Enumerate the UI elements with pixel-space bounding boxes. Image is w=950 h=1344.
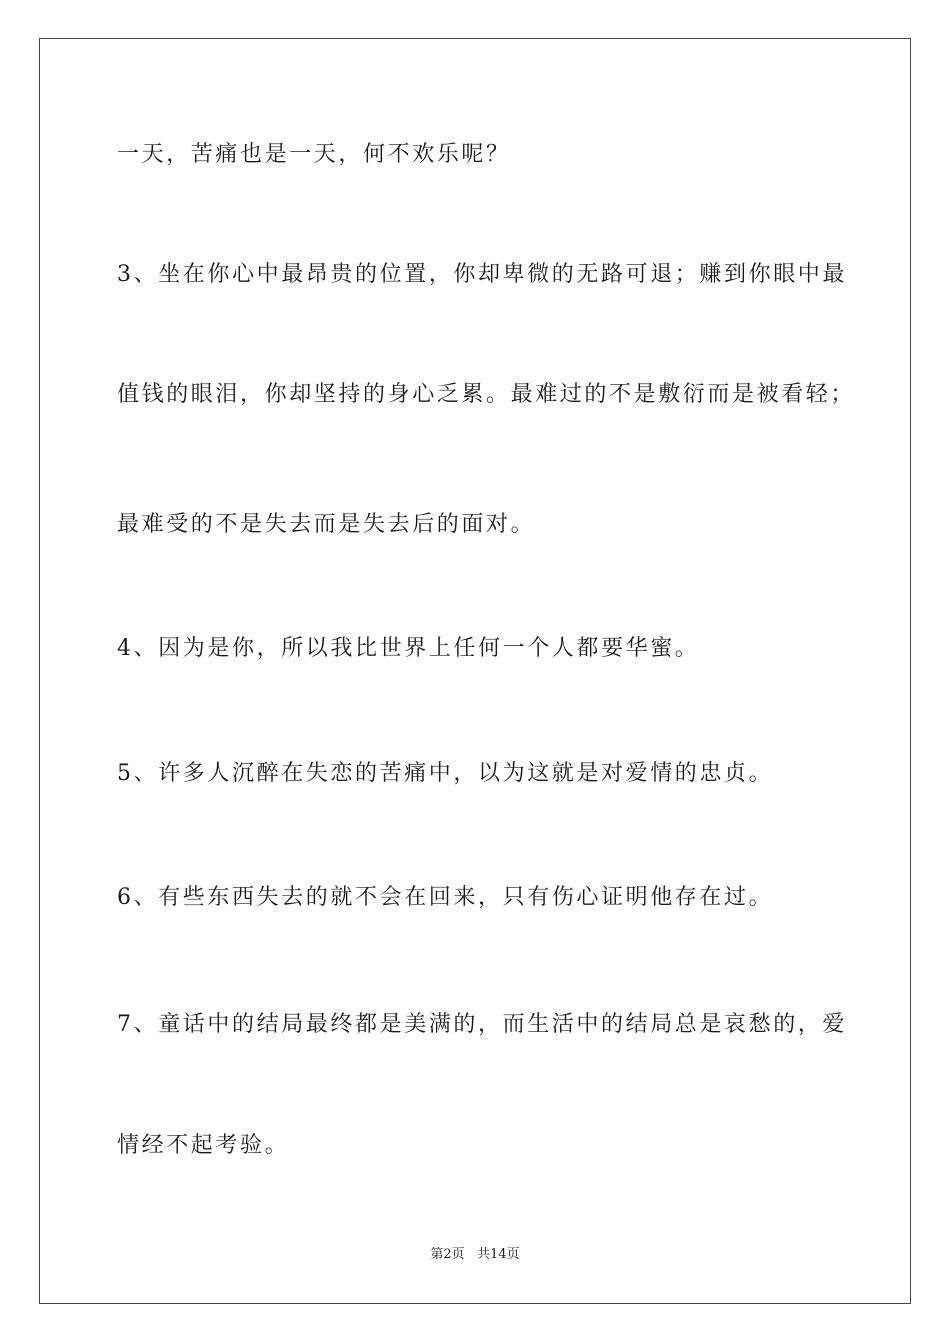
text-line-4: 最难受的不是失去而是失去后的面对。 — [117, 512, 536, 537]
page-border — [39, 38, 911, 1304]
page-number-footer: 第2页 共14页 — [430, 1247, 520, 1262]
text-line-1: 一天，苦痛也是一天，何不欢乐呢？ — [117, 142, 511, 167]
text-line-9: 情经不起考验。 — [117, 1133, 290, 1158]
text-line-6: 5、许多人沉醉在失恋的苦痛中，以为这就是对爱情的忠贞。 — [117, 761, 774, 786]
text-line-8: 7、童话中的结局最终都是美满的，而生活中的结局总是哀愁的，爱 — [117, 1012, 847, 1037]
text-line-7: 6、有些东西失去的就不会在回来，只有伤心证明他存在过。 — [117, 885, 774, 910]
text-line-5: 4、因为是你，所以我比世界上任何一个人都要华蜜。 — [117, 636, 700, 661]
text-line-2: 3、坐在你心中最昂贵的位置，你却卑微的无路可退；赚到你眼中最 — [117, 262, 847, 287]
text-line-3: 值钱的眼泪，你却坚持的身心乏累。最难过的不是敷衍而是被看轻； — [117, 382, 856, 407]
